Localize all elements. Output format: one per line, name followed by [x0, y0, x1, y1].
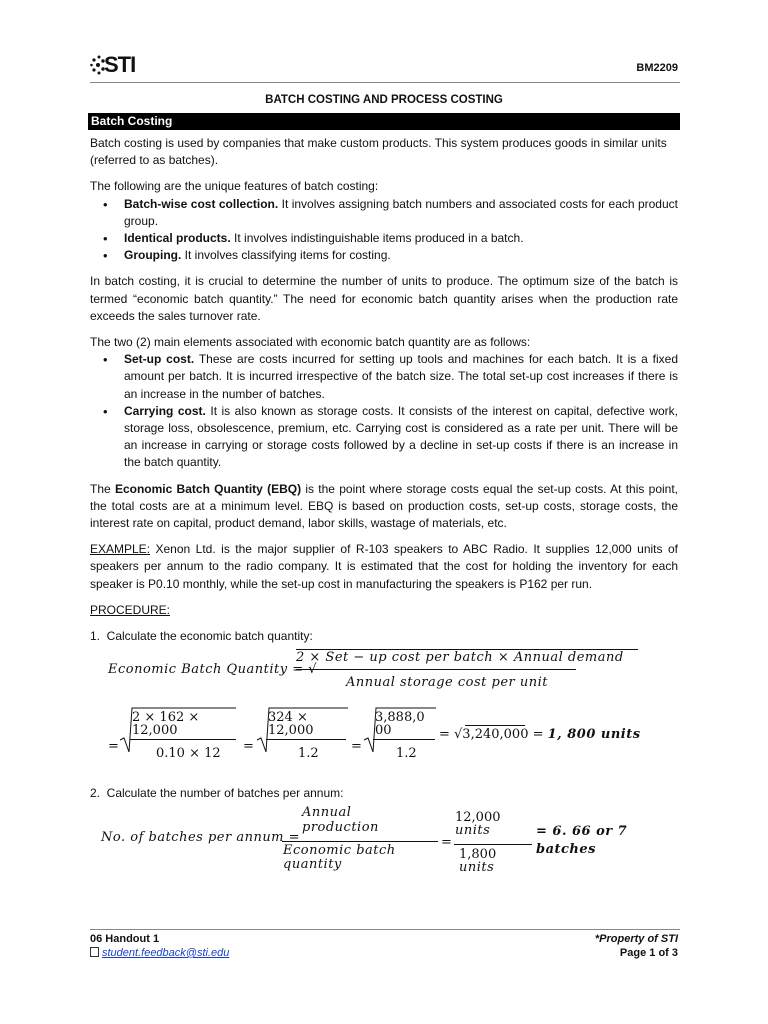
document-code: BM2209: [636, 62, 678, 74]
sti-logo: [90, 52, 150, 78]
body-content: [90, 135, 678, 645]
step-2: 2. Calculate the number of batches per annum:: [90, 786, 344, 800]
list-item: • Set-up cost. These are costs incurred for setting up tools and machines for each batch. It is a fixed amount per batch. It is incurred irrespective of the batch size. The total set-up cost increases if there is an increase in the number of batches.: [90, 351, 678, 403]
footer-divider: [90, 929, 680, 930]
ebq-result: = √3,240,000 = 1, 800 units: [439, 727, 641, 742]
batches-result: = 6. 66 or 7: [536, 824, 628, 839]
intro-paragraph: Batch costing is used by companies that make custom products. This system produces goods in similar units (referred to as batches).: [90, 136, 667, 168]
footer-page-number: Page 1 of 3: [619, 947, 678, 959]
list-item: • Identical products. It involves indistinguishable items produced in a batch.: [90, 230, 678, 247]
features-intro: The following are the unique features of batch costing:: [90, 179, 379, 194]
logo-text: STI: [104, 52, 136, 77]
ebq-intro-paragraph: In batch costing, it is crucial to determine the number of units to produce. The optimum size of the batch is termed “economic batch quantity.” The need for economic batch quantity arises when the production rate exceeds the sales turnover rate.: [90, 274, 678, 323]
step-1: 1. Calculate the economic batch quantity:: [90, 629, 313, 644]
footer-property: *Property of STI: [594, 933, 678, 945]
list-item: • Batch-wise cost collection. It involves assigning batch numbers and associated costs for each product group.: [90, 196, 678, 230]
list-item: • Carrying cost. It is also known as storage costs. It consists of the interest on capital, defective work, storage loss, obsolescence, premium, etc. Carrying cost is considered as a rate per unit. There will be an increase in carrying or storage costs followed by a decline in set-up costs if there is an increase in the batch quantity.: [90, 403, 678, 472]
features-list: [90, 196, 678, 265]
email-icon: [90, 947, 99, 957]
example-paragraph: EXAMPLE: Xenon Ltd. is the major supplier of R-103 speakers to ABC Radio. It supplies 12,000 units of speakers per annum to the radio company. It is estimated that the cost for holding the inventory for each speaker is P0.10 monthly, while the set-up cost in manufacturing the speakers is P162 per run.: [90, 542, 678, 591]
formula-lhs: Economic Batch Quantity = √: [108, 662, 318, 677]
elements-intro: The two (2) main elements associated with economic batch quantity are as follows:: [90, 335, 531, 350]
procedure-label: PROCEDURE:: [90, 602, 171, 617]
feedback-email-link[interactable]: student.feedback@sti.edu: [102, 947, 230, 959]
header-divider: [90, 82, 680, 83]
page-title: BATCH COSTING AND PROCESS COSTING: [265, 94, 503, 106]
elements-list: [90, 351, 678, 471]
formula-denominator: Annual storage cost per unit: [346, 675, 549, 690]
footer-email-row: [90, 947, 229, 959]
footer-handout: 06 Handout 1: [90, 933, 160, 945]
ebq-definition-paragraph: The Economic Batch Quantity (EBQ) is the point where storage costs equal the set-up costs. At this point, the total costs are at a minimum level. EBQ is based on production costs, set-up costs, storage costs, the interest rate on capital, product demand, labor skills, wastage of materials, etc.: [90, 481, 679, 531]
list-item: • Grouping. It involves classifying items for costing.: [90, 247, 678, 264]
formula-numerator: 2 × Set − up cost per batch × Annual demand: [296, 650, 624, 665]
section-heading: Batch Costing: [88, 113, 680, 130]
